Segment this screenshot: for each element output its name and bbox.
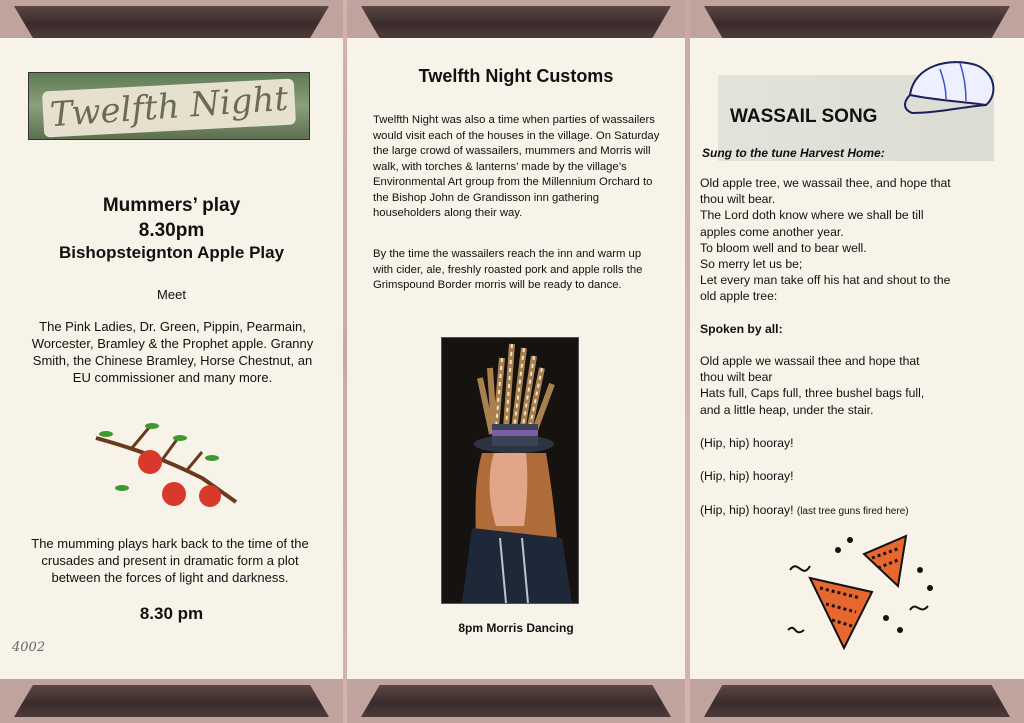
verse-line: and a little heap, under the stair. — [700, 402, 874, 417]
mummers-play-heading: Mummers’ play — [102, 195, 241, 216]
hooray-note: (last tree guns fired here) — [796, 506, 909, 517]
verse-line: The Lord doth know where we shall be till — [700, 208, 924, 223]
bottom-border-trapezoid — [704, 685, 1010, 717]
right-panel — [690, 0, 1024, 723]
customs-paragraph-1: Twelfth Night was also a time when parties of wassailers would visit each of the houses in the village. On Saturday the large crowd of wassailers, mummers and Morris will walk, with torches & lanterns’ made by the village’s Environmental Art group from the Millennium Orchard to the Bishop John de Grandisson inn gathering householders along their way. — [373, 114, 660, 219]
apple-branch-illustration — [92, 418, 240, 508]
cast-list: The Pink Ladies, Dr. Green, Pippin, Pearmain, Worcester, Bramley & the Prophet apple. Granny Smith, the Chinese Bramley, Horse Chestnut, an EU commissioner and many more. — [31, 319, 314, 385]
meet-label: Meet — [157, 287, 186, 302]
verse-line: Hats full, Caps full, three bushel bags full, — [700, 386, 925, 401]
hooray-line-3 — [700, 503, 909, 517]
twelfth-night-banner-photo — [28, 72, 310, 140]
song-verse-1 — [700, 175, 1010, 305]
verse-line: So merry let us be; — [700, 257, 803, 272]
left-panel — [0, 0, 343, 723]
cap-illustration — [900, 55, 1000, 117]
play-time-heading: 8.30pm — [138, 220, 205, 241]
verse-line: apples come another year. — [700, 224, 844, 239]
morris-photo-caption: 8pm Morris Dancing — [458, 621, 574, 635]
bottom-border — [0, 679, 343, 723]
customs-title: Twelfth Night Customs — [418, 66, 614, 86]
top-border — [690, 0, 1024, 38]
bottom-border-trapezoid — [361, 685, 671, 717]
verse-line: Old apple we wassail thee and hope that — [700, 354, 920, 368]
hooray-line-1: (Hip, hip) hooray! — [700, 436, 794, 450]
banner-text: Twelfth Night — [48, 78, 290, 136]
top-border-trapezoid — [361, 6, 671, 38]
morris-dancer-illustration — [442, 338, 578, 603]
bottom-border-trapezoid — [14, 685, 329, 717]
mumming-history-text: The mumming plays hark back to the time of the crusades and present in dramatic form a plot between the forces of light and darkness. — [31, 536, 309, 585]
footer-time: 8.30 pm — [139, 604, 204, 623]
top-border-trapezoid — [14, 6, 329, 38]
middle-panel — [347, 0, 685, 723]
verse-line: old apple tree: — [700, 289, 778, 304]
tune-subtitle: Sung to the tune Harvest Home: — [702, 146, 885, 160]
verse-line: thou wilt bear. — [700, 192, 776, 207]
customs-paragraph-2: By the time the wassailers reach the inn and warm up with cider, ale, freshly roasted pork and apple rolls the Grimspound Border morris will be ready to dance. — [373, 248, 643, 291]
verse-line: thou wilt bear — [700, 370, 773, 385]
handwritten-number: 4002 — [12, 640, 46, 655]
verse-line: To bloom well and to bear well. — [700, 240, 867, 255]
wassail-song-title: WASSAIL SONG — [730, 106, 878, 127]
top-border-trapezoid — [704, 6, 1010, 38]
party-hats-illustration — [780, 530, 940, 655]
morris-dancer-photo — [441, 337, 579, 604]
verse-line: Old apple tree, we wassail thee, and hope that — [700, 176, 951, 190]
bottom-border — [347, 679, 685, 723]
hooray-line-2: (Hip, hip) hooray! — [700, 469, 794, 483]
top-border — [347, 0, 685, 38]
top-border — [0, 0, 343, 38]
song-verse-2 — [700, 353, 1010, 418]
bottom-border — [690, 679, 1024, 723]
verse-line: Let every man take off his hat and shout to the — [700, 273, 951, 288]
spoken-by-all-heading: Spoken by all: — [700, 322, 783, 336]
hooray-text: (Hip, hip) hooray! — [700, 503, 794, 517]
apple-play-title: Bishopsteignton Apple Play — [58, 243, 285, 262]
